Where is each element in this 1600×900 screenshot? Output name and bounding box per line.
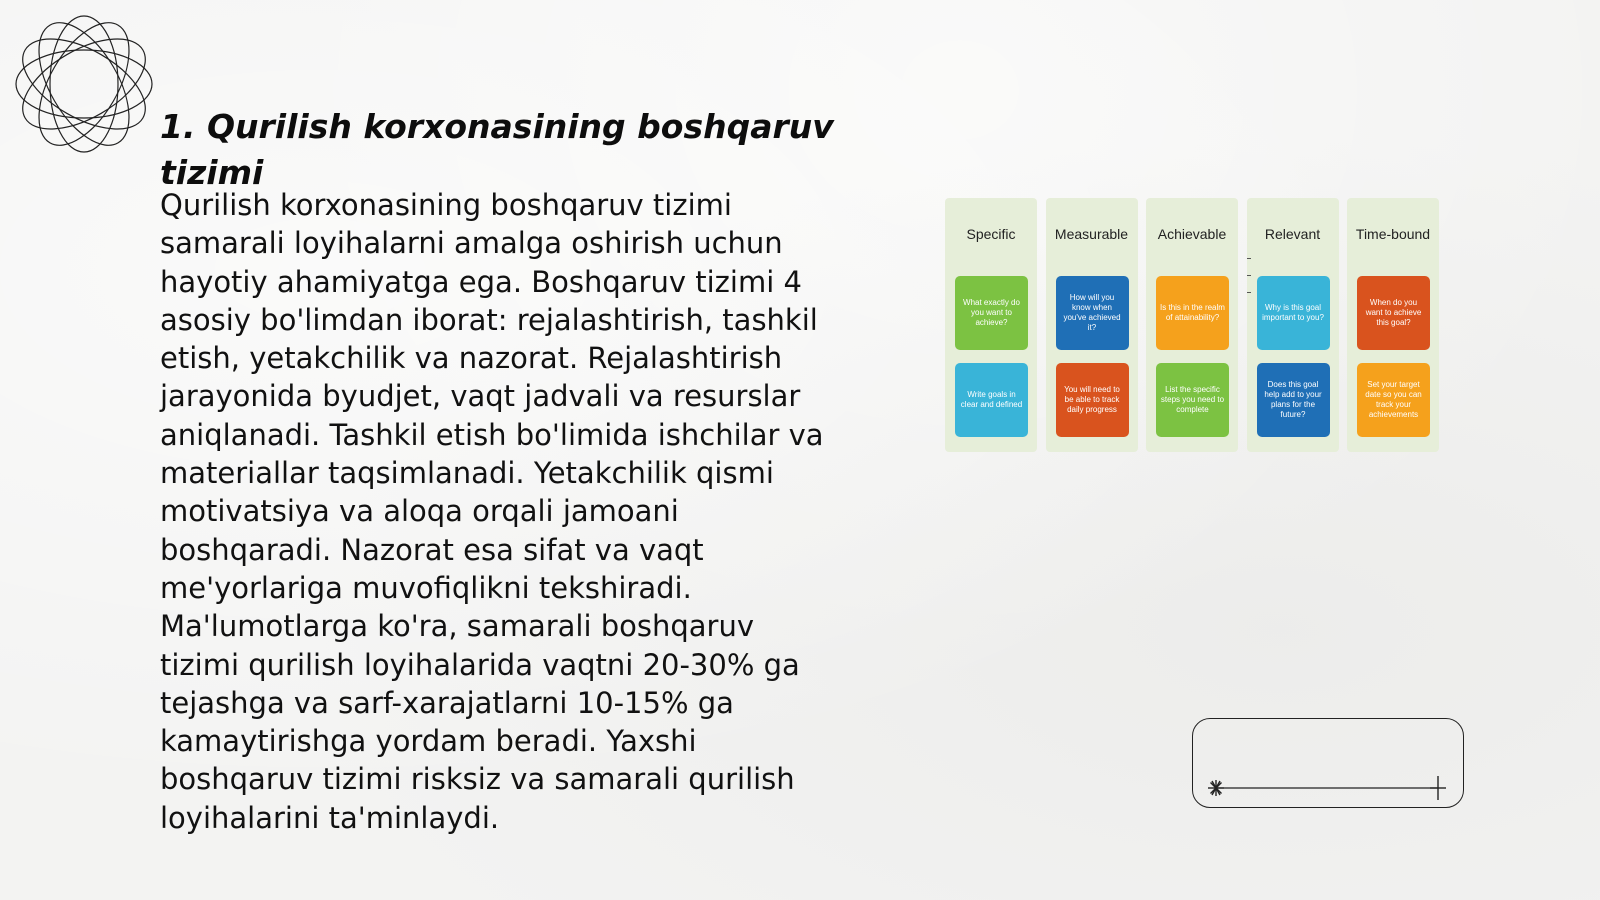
- smart-column-heading: Time-bound: [1355, 226, 1431, 242]
- smart-column-measurable: [1046, 198, 1138, 452]
- slide-title: 1. Qurilish korxonasining boshqaruv tizimi: [160, 107, 834, 192]
- smart-tip-box: Set your target date so you can track your achievements: [1357, 363, 1430, 437]
- cross-star-icon: [1430, 776, 1446, 800]
- smart-tip-box: You will need to be able to track daily progress: [1056, 363, 1129, 437]
- smart-column-heading: Achievable: [1157, 226, 1227, 242]
- slide-body-text: Qurilish korxonasining boshqaruv tizimi samarali loyihalarni amalga oshirish uchun hayotiy ahamiyatga ega. Boshqaruv tizimi 4 asosiy bo'limdan iborat: rejalashtirish, tashkil etish, yetakchilik va nazorat. Rejalashtirish jarayonida byudjet, vaqt jadvali va resurslar aniqlanadi. Tashkil etish bo'limida ishchilar va materiallar taqsimlanadi. Yetakchilik qismi motivatsiya va aloqa orqali jamoani boshqaradi. Nazorat esa sifat va vaqt me'yorlariga muvofiqlikni tekshiradi. Ma'lumotlarga ko'ra, samarali boshqaruv tizimi qurilish loyihalarida vaqtni 20-30% ga tejashga va sarf-xarajatlarni 10-15% ga kamaytirishga yordam beradi. Yaxshi boshqaruv tizimi risksiz va samarali qurilish loyihalarini ta'minlaydi.: [160, 188, 824, 835]
- slider-graphic: [1192, 718, 1464, 808]
- smart-column-specific: [945, 198, 1037, 452]
- smart-column-heading: Specific: [966, 226, 1016, 242]
- divider-dashes: [1247, 258, 1253, 298]
- smart-column-heading: Measurable: [1054, 226, 1129, 242]
- smart-tip-box: List the specific steps you need to complete: [1156, 363, 1229, 437]
- smart-question-box: Is this in the realm of attainability?: [1156, 276, 1229, 350]
- sparkle-icon: [1208, 780, 1224, 796]
- smart-question-box: Why is this goal important to you?: [1257, 276, 1330, 350]
- smart-tip-box: Does this goal help add to your plans for the future?: [1257, 363, 1330, 437]
- smart-question-box: What exactly do you want to achieve?: [955, 276, 1028, 350]
- smart-question-box: When do you want to achieve this goal?: [1357, 276, 1430, 350]
- smart-column-time-bound: [1347, 198, 1439, 452]
- smart-column-achievable: [1146, 198, 1238, 452]
- smart-goals-diagram: [945, 198, 1451, 452]
- smart-question-box: How will you know when you've achieved it?: [1056, 276, 1129, 350]
- smart-column-heading: Relevant: [1264, 226, 1321, 242]
- smart-column-relevant: [1247, 198, 1339, 452]
- decorative-rings-icon: [8, 8, 160, 160]
- smart-tip-box: Write goals in clear and defined: [955, 363, 1028, 437]
